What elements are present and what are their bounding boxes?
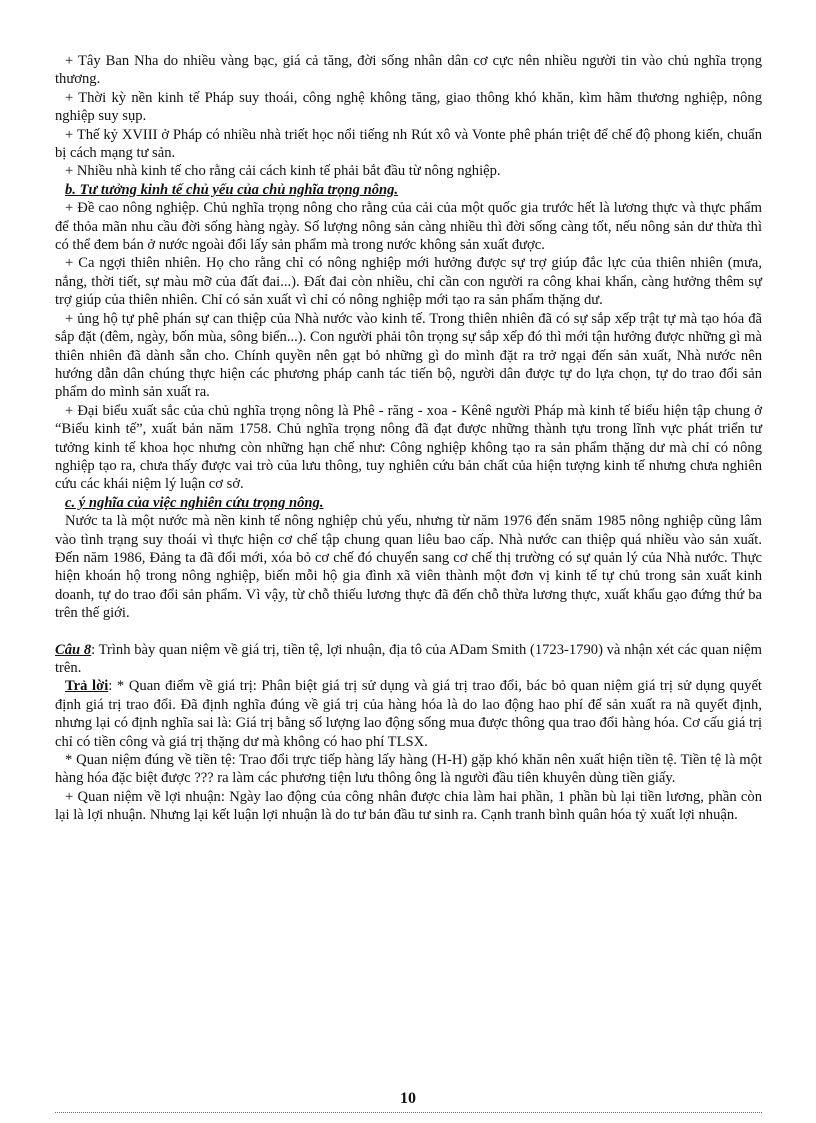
- paragraph-economists: + Nhiều nhà kinh tế cho rằng cải cách kinh tế phải bắt đầu từ nông nghiệp.: [65, 163, 501, 180]
- spacer: [55, 623, 762, 641]
- answer-value: [55, 677, 762, 751]
- document-page: [55, 52, 762, 825]
- question-text: : Trình bày quan niệm về giá trị, tiền tệ, lợi nhuận, địa tô của ADam Smith (1723-1790) và nhận xét các quan niệm trên.: [55, 641, 762, 676]
- paragraph-money: * Quan niệm đúng về tiền tệ: Trao đổi trực tiếp hàng lấy hàng (H-H) gặp khó khăn nên xuất hiện tiền tệ. Tiền tệ là một hàng hóa đặc biệt được ??? ra làm các phương tiện lưu thông ông là người đầu tiên khuyên dùng tiền giấy.: [55, 752, 762, 787]
- answer-text: : * Quan điểm về giá trị: Phân biệt giá trị sử dụng và giá trị trao đổi, bác bỏ quan niệm giá trị sử dụng quyết định giá trị trao đổi. Đã định nghĩa đúng về giá trị của hàng hóa là do lao động hao phí để sản xuất ra nã quyết định, nhưng lại có định nghĩa sai là: Giá trị bằng số lượng lao động sống mua được thông qua trao đổi hàng hóa. Cơ cấu giá trị chỉ có tiền công và giá trị thặng dư mà không có hao phí TLSX.: [55, 678, 762, 750]
- question-label: Câu 8: [55, 641, 92, 658]
- paragraph-state-intervention: + ủng hộ tự phê phán sự can thiệp của Nhà nước vào kinh tế. Trong thiên nhiên đã có sự sắp xếp trật tự mà tạo hóa đã sắp đặt (đêm, ngày, bốn mùa, sông biển...). Con người phải tôn trọng sự sắp xếp đó thì mới tận hưởng được những gì mà thiên nhiên đã dành sẵn cho. Chính quyền nên gạt bỏ những gì do mình đặt ra trở ngại đến sản xuất, Nhà nước nên hướng dẫn dân chúng thực hiện các phương pháp canh tác tiến bộ, người dân được tự do lựa chọn, tự do trao đổi sản phẩm do mình sản xuất ra.: [55, 310, 762, 401]
- page-number: 10: [400, 1090, 416, 1107]
- section-c-heading: c. ý nghĩa của việc nghiên cứu trọng nông.: [65, 494, 324, 511]
- answer-label: Trả lời: [65, 678, 109, 695]
- footer-divider: [55, 1112, 762, 1113]
- question-8: [55, 641, 762, 678]
- section-b-heading: b. Tư tưởng kinh tế chủ yếu của chủ nghĩa trọng nông.: [65, 181, 399, 198]
- paragraph-france-recession: + Thời kỳ nền kinh tế Pháp suy thoái, công nghệ không tăng, giao thông khó khăn, kìm hãm thương nghiệp, nông nghiệp suy sụp.: [55, 89, 762, 125]
- paragraph-spain: + Tây Ban Nha do nhiều vàng bạc, giá cả tăng, đời sống nhân dân cơ cực nên nhiều người tin vào chủ nghĩa trọng thương.: [55, 53, 762, 88]
- paragraph-18th-century: + Thế kỷ XVIII ở Pháp có nhiều nhà triết học nổi tiếng nh Rút xô và Vonte phê phán triệt để chế độ phong kiến, chuẩn bị cách mạng tư sản.: [55, 126, 762, 162]
- paragraph-quesnay: + Đại biểu xuất sắc của chủ nghĩa trọng nông là Phê - răng - xoa - Kênê người Pháp mà kinh tế biểu hiện tập chung ở “Biểu kinh tế”, xuất bản năm 1758. Chủ nghĩa trọng nông đã đạt được những thành tựu trong lĩnh vực phát triển tư tưởng kinh tế khoa học nhưng còn những hạn chế như: Công nghiệp không tạo ra sản phẩm thặng dư mà chỉ có nông nghiệp tạo ra, chưa thấy được vai trò của lưu thông, tuy nghiên cứu bản chất của hiện tượng kinh tế nhưng chưa nghiên cứu các khái niệm lý luận cơ sở.: [55, 402, 762, 493]
- paragraph-agriculture: + Đề cao nông nghiệp. Chủ nghĩa trọng nông cho rằng của cải của một quốc gia trước hết là lương thực và thực phẩm để thỏa mãn nhu cầu đời sống hàng ngày. Số lượng nông sản càng nhiều thì đời sống càng tốt, nếu nông sản dư thừa thì có thể đem bán ở nước ngoài đổi lấy sản phẩm mà trong nước không sản xuất được.: [55, 200, 762, 254]
- paragraph-nature: + Ca ngợi thiên nhiên. Họ cho rằng chỉ có nông nghiệp mới hưởng được sự trợ giúp đắc lực của thiên nhiên (mưa, nắng, thời tiết, sự màu mỡ của đất đai...). Đất đai còn nhiều, chỉ cần con người ra công khai khẩn, càng hưởng thêm sự trợ giúp của thiên nhiên. Chỉ có sản xuất vì chỉ có nông nghiệp mới tạo ra sản phẩm thặng dư.: [55, 255, 762, 309]
- paragraph-vietnam: Nước ta là một nước mà nền kinh tế nông nghiệp chủ yếu, nhưng từ năm 1976 đến snăm 1985 nông nghiệp cũng lâm vào tình trạng suy thoái vì thực hiện cơ chế tập chung quan liêu bao cấp. Nhà nước can thiệp quá nhiều vào sản xuất. Đến năm 1986, Đảng ta đã đổi mới, xóa bỏ cơ chế đó chuyển sang cơ chế thị trường có sự quản lý của Nhà nước. Thực hiện khoán hộ trong nông nghiệp, biến mỗi hộ gia đình xã viên thành một đơn vị kinh tế tự chủ trong sản xuất kinh doanh, tự do trao đổi sản phẩm. Vì vậy, từ chỗ thiếu lương thực đã đến chỗ thừa lương thực, xuất khẩu gạo đứng thứ ba trên thế giới.: [55, 513, 762, 622]
- paragraph-profit: + Quan niệm về lợi nhuận: Ngày lao động của công nhân được chia làm hai phần, 1 phần bù lại tiền lương, phần còn lại là lợi nhuận. Nhưng lại kết luận lợi nhuận là do tư bản đầu tư sinh ra. Cạnh tranh bình quân hóa tỷ xuất lợi nhuận.: [55, 788, 762, 824]
